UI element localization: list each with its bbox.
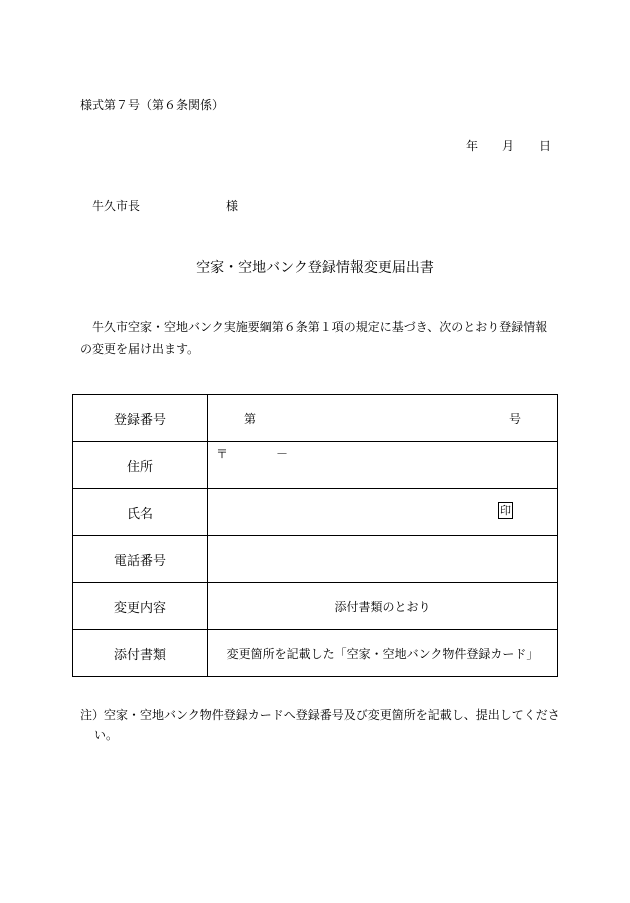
row-name [73,489,558,536]
registration-number-field[interactable] [208,395,558,442]
date-year-label: 年 [466,139,479,153]
document-title: 空家・空地バンク登録情報変更届出書 [196,260,434,276]
recipient-honorific: 様 [226,199,239,213]
footnote: 注）空家・空地バンク物件登録カードへ登録番号及び変更箇所を記載し、提出してください。 [80,708,560,742]
row-change-content [73,583,558,630]
name-label: 氏名 [73,489,208,536]
postal-mark: 〒 [216,447,229,461]
row-registration-number [73,395,558,442]
row-attachments [73,630,558,677]
row-address [73,442,558,489]
form-number: 様式第７号（第６条関係） [80,98,225,112]
registration-number-label: 登録番号 [73,395,208,442]
change-content-label: 変更内容 [73,583,208,630]
attachments-value: 変更箇所を記載した「空家・空地バンク物件登録カード」 [208,630,558,677]
name-field[interactable] [208,489,558,536]
address-label: 住所 [73,442,208,489]
phone-label: 電話番号 [73,536,208,583]
row-phone [73,536,558,583]
registration-number-suffix: 号 [508,412,521,426]
attachments-label: 添付書類 [73,630,208,677]
date-day-label: 日 [539,139,552,153]
body-text: 牛久市空家・空地バンク実施要綱第６条第１項の規定に基づき、次のとおり登録情報の変更を届け出ます。 [80,320,548,356]
seal-mark: 印 [500,504,511,517]
phone-field[interactable] [208,536,558,583]
registration-number-prefix: 第 [244,412,257,426]
recipient-name: 牛久市長 [92,199,141,213]
change-content-value: 添付書類のとおり [208,583,558,630]
address-field[interactable] [208,442,558,489]
date-month-label: 月 [502,139,515,153]
info-table [72,394,558,677]
postal-dash: － [276,447,289,461]
